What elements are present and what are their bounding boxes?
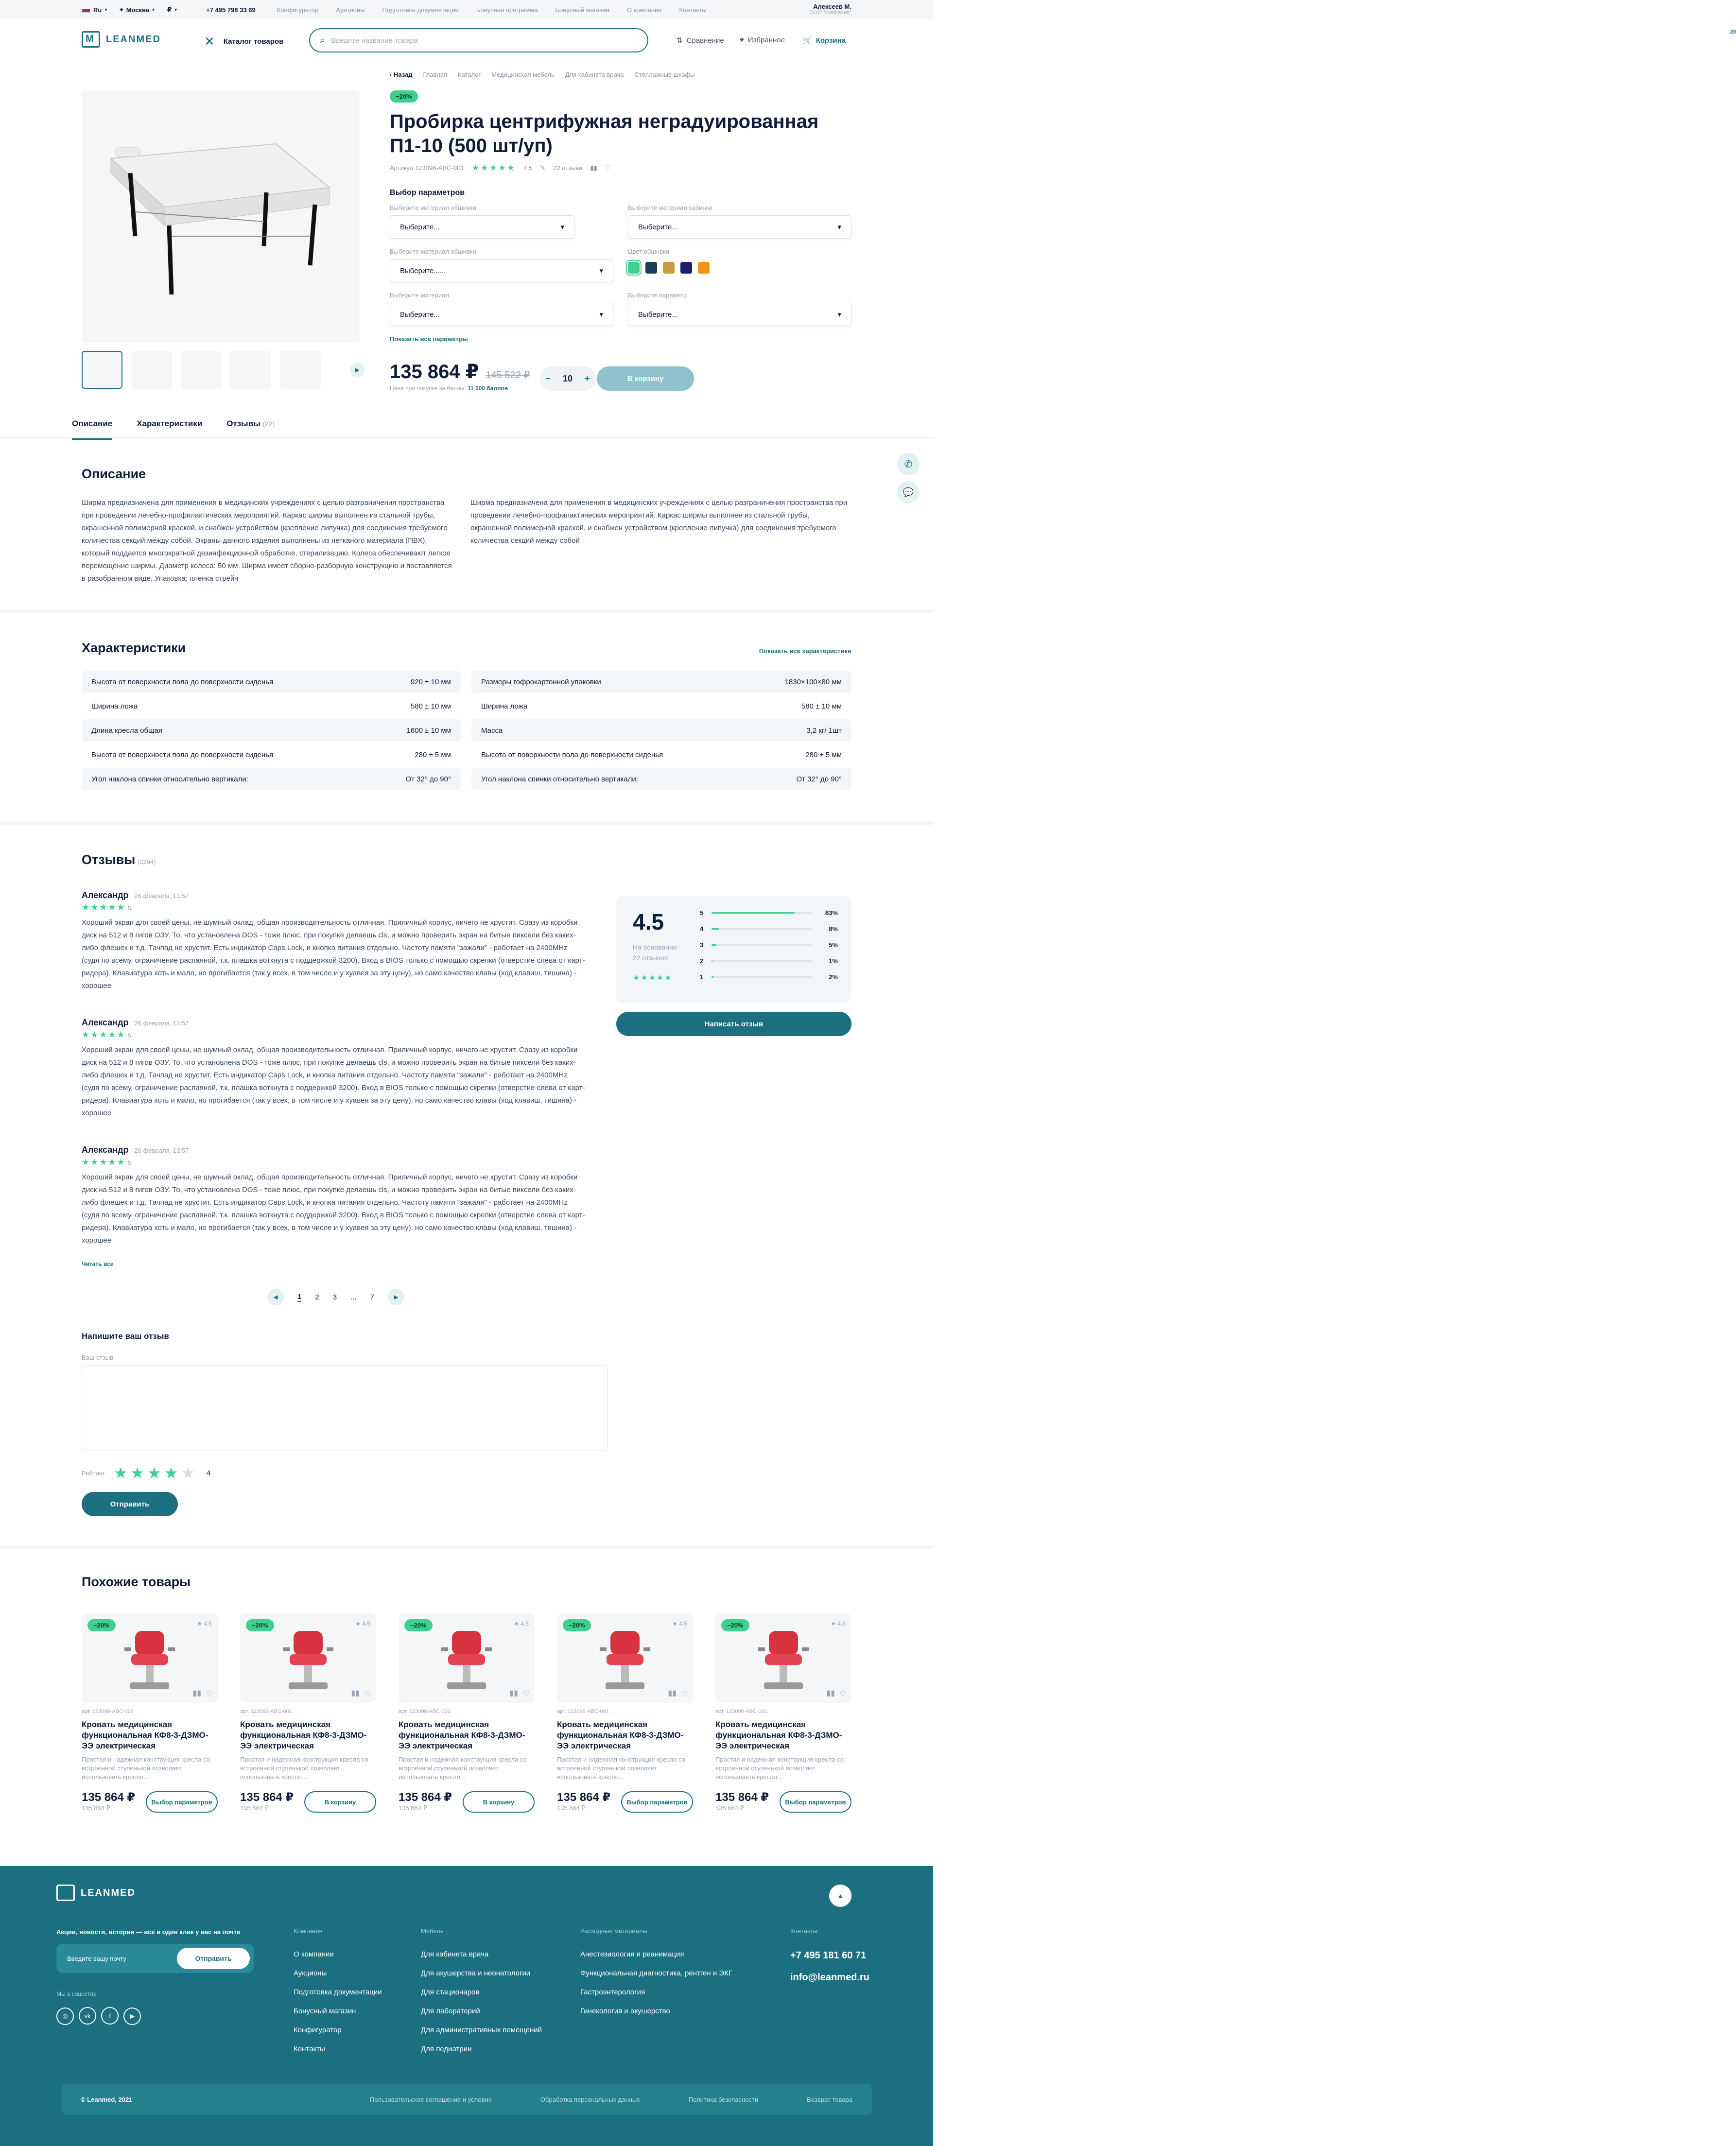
chevron-down-icon: ▾ [174, 7, 177, 13]
card-rating: ★ 4.5 [514, 1620, 529, 1627]
card-rating: ★ 4.5 [672, 1620, 687, 1627]
tab-description[interactable]: Описание [72, 419, 112, 440]
discount-badge: −20% [721, 1619, 749, 1631]
card-action-button[interactable]: В корзину [463, 1791, 535, 1813]
language-select[interactable]: Ru ▾ [82, 6, 107, 14]
top-nav-link[interactable]: Бонусная программа [476, 6, 538, 14]
footer-legal-link[interactable]: Возврат товара [807, 2095, 852, 2103]
top-nav-link[interactable]: Конфигуратор [277, 6, 319, 14]
footer-legal-link[interactable]: Политика безопасности [688, 2095, 759, 2103]
color-swatch[interactable] [663, 262, 675, 274]
footer-link[interactable]: Контакты [294, 2045, 325, 2053]
instagram-icon[interactable]: ◎ [56, 2008, 74, 2025]
card-sku: арт. 123098-ABC-001 [240, 1709, 292, 1714]
param-field: Выберите материал обшивки Выберите... ▾ [390, 204, 574, 239]
subscribe-button[interactable]: Отправить [177, 1948, 250, 1969]
page-ellipsis: ... [350, 1293, 357, 1301]
product-main-image[interactable] [82, 90, 360, 343]
product-tabs [72, 419, 275, 440]
description-title: Описание [82, 467, 146, 481]
footer-link[interactable]: Для лабораторий [421, 2007, 480, 2015]
rating-stars: ★★★★★ [633, 974, 673, 982]
card-description: Простая и надежная конструкция кресла со встроенной ступенькой позволяет использовать кресло... [715, 1756, 844, 1781]
top-nav-link[interactable]: Аукционы [336, 6, 365, 14]
param-field: Выберите материал Выберите... ▾ [390, 292, 613, 326]
card-old-price: 135 864 ₽ [399, 1804, 427, 1812]
heart-icon: ♥ [740, 36, 744, 44]
top-nav-link[interactable]: Контакты [679, 6, 707, 14]
review-rating: ★★★★★ 5 [82, 902, 131, 912]
plus-icon[interactable]: + [584, 373, 590, 383]
thumbnail[interactable] [131, 351, 172, 389]
card-price-row [82, 1790, 218, 1815]
footer-link[interactable]: Гастроэнтерология [580, 1988, 645, 1996]
search-icon: ⌕ [320, 35, 326, 46]
section-divider [0, 1545, 933, 1549]
user-menu[interactable]: Алексеев М. ООО "Компания" [809, 3, 851, 16]
caret-down-icon: ▾ [560, 223, 564, 231]
card-sku: арт. 123098-ABC-001 [82, 1709, 134, 1714]
card-action-button[interactable]: Выбор параметров [780, 1791, 851, 1813]
card-old-price: 135 864 ₽ [240, 1804, 269, 1812]
char-row: Масса 3,2 кг/ 1шт [471, 719, 851, 742]
bonus-line: Цена при покупке за баллы: 11 500 баллов [390, 385, 508, 392]
card-name[interactable]: Кровать медицинская функциональная КФ8-3-ДЗМО-ЭЭ электрическая [82, 1720, 208, 1750]
char-row: Размеры гофрокартонной упаковки 1830×100×80 мм [471, 671, 851, 693]
card-sku: арт. 123098-ABC-001 [557, 1709, 609, 1714]
vk-icon[interactable]: vk [79, 2007, 96, 2025]
review-rating: ★★★★★ 5 [82, 1157, 131, 1167]
rating-bar-row [700, 905, 838, 921]
close-icon: ✕ [204, 34, 215, 49]
social-label: Мы в соцсетях [56, 1990, 96, 1997]
divider [0, 437, 933, 438]
footer-phone[interactable]: +7 495 181 60 71 [790, 1950, 867, 1961]
breadcrumb-link[interactable]: Каталог [458, 71, 481, 78]
prev-page-icon[interactable]: ◀ [267, 1289, 284, 1305]
param-field: Выберите материал обшивки Выберите...... ▾ [390, 248, 613, 282]
card-price: 135 864 ₽ [399, 1791, 452, 1804]
star-icons: ★★★★★ [82, 1030, 126, 1039]
medical-chair-image [596, 1626, 654, 1694]
breadcrumb [390, 71, 695, 78]
cart-count: 20 [1730, 29, 1736, 35]
next-page-icon[interactable]: ▶ [388, 1289, 404, 1305]
bar-star: 4 [700, 925, 704, 933]
description-text: Ширма предназначена для применения в медицинских учреждениях с целью разграничения пространства при проведении лечебно-профилактических мероприятий. Каркас ширмы выполнен из стальной трубы, окрашенной полимерной краской, и снабжен устройством (крепление липучка) для соединения требуемого количества секций между собой [470, 499, 848, 545]
compare-icon[interactable]: ▮▮ [509, 1689, 518, 1697]
medical-chair-image [754, 1626, 813, 1694]
massage-table-image [82, 90, 360, 343]
review-text: Хороший экран для своей цены, не шумный оклад, общая производительность отличная. Приличный корпус, ничего не хрустит. Сразу из коробки диск на 512 и 8 гигов ОЗУ. То, что установлена DOS - тоже плюс, при покупке делаешь cls, и можно проверить экран на битые пиксели без каких-либо флешек и т.д. Тачпад не хрустит. Есть индикатор Caps Lock, и кнопка питания отдельно. Частоту памяти "зажали" - работает на 2400MHz (судя по всему, ограничение распаяной, т.к. плашка воткнута с поддержкой 3200). Вход в BIOS только с помощью скрепки (отверстие слева от карт-ридера). Клавиатура хоть и мало, но прогибается (так у всех, в том числе и у хуавея за эту цену), но само качество клавы (ход клавиш, тишина) - хорошее [82, 1173, 585, 1245]
footer-link[interactable]: Для педиатрии [421, 2045, 472, 2053]
newsletter-form [56, 1944, 254, 1973]
footer-link[interactable]: Функциональная диагностика, рентген и ЭКГ [580, 1969, 733, 1977]
read-all-link[interactable]: Читать все [82, 1261, 114, 1267]
back-link[interactable]: ‹ Назад [390, 71, 413, 78]
breadcrumb-link[interactable]: Для кабинета врача [565, 71, 624, 78]
rating-bar-fill [712, 976, 713, 978]
comments-icon: ✎ [540, 164, 546, 172]
product-card-image[interactable] [399, 1613, 535, 1703]
phone-icon[interactable]: ✆ [897, 453, 920, 475]
write-review-button[interactable]: Написать отзыв [616, 1012, 851, 1036]
caret-down-icon: ▾ [837, 311, 841, 319]
city-select[interactable]: ⌖ Москва ▾ [120, 6, 155, 14]
phone-link[interactable]: +7 495 798 33 69 [206, 6, 256, 14]
thumbnail[interactable] [280, 351, 321, 389]
card-description: Простая и надежная конструкция кресла со встроенной ступенькой позволяет использовать кресло... [557, 1756, 685, 1781]
heart-icon[interactable]: ♡ [681, 1690, 688, 1698]
heart-icon[interactable]: ♡ [522, 1690, 530, 1698]
page-link[interactable]: 2 [315, 1293, 319, 1301]
color-swatch[interactable] [628, 262, 640, 274]
card-sku: арт. 123098-ABC-001 [715, 1709, 767, 1714]
rating-summary [616, 896, 851, 1003]
star-icons: ★★★★★ [82, 902, 126, 912]
reviews-link[interactable]: 22 отзыва [553, 164, 583, 172]
char-row: Высота от поверхности пола до поверхности сиденья 920 ± 10 мм [82, 671, 461, 693]
rating-bar [712, 944, 812, 946]
color-swatch[interactable] [645, 262, 657, 274]
product-card-image[interactable] [240, 1613, 376, 1703]
review-form-title: Напишите ваш отзыв [82, 1332, 169, 1341]
rating-bar-fill [712, 928, 719, 930]
facebook-icon[interactable]: f [101, 2007, 119, 2025]
characteristics-right [471, 671, 851, 792]
rating-bar-row [700, 921, 838, 937]
footer-link[interactable]: Для акушерства и неонатологии [421, 1969, 531, 1977]
flag-icon [82, 7, 90, 13]
cart-link[interactable]: 🛒 Корзина 20 [803, 29, 1736, 45]
card-price-row [399, 1790, 535, 1815]
characteristics-title: Характеристики [82, 640, 186, 655]
rating-bar-fill [712, 912, 795, 914]
reviews-title: Отзывы (2294) [82, 852, 156, 867]
compare-link[interactable]: ⇅ Сравнение [677, 36, 724, 45]
compare-icon[interactable]: ▮▮ [668, 1689, 677, 1697]
breadcrumb-link[interactable]: Стеллажные шкафы [634, 71, 695, 78]
heart-icon[interactable]: ♡ [605, 164, 611, 172]
price: 135 864 ₽ [390, 361, 479, 382]
product-meta: Артикул 123098-ABC-001 ★★★★★ 4.5 ✎ 22 отзыва ▮▮ ♡ [390, 163, 611, 173]
product-card[interactable] [240, 1613, 376, 1815]
char-row: Угол наклона спинки относительно вертикали: От 32° до 90° [82, 768, 461, 790]
char-row: Ширина ложа 580 ± 10 мм [481, 702, 842, 710]
rating-bars [700, 905, 838, 985]
footer-link[interactable]: Анестезиология и реанимация [580, 1950, 684, 1958]
rating-bar-row [700, 969, 838, 985]
search-input[interactable]: ⌕ Введите название товара [309, 28, 648, 52]
card-old-price: 135 864 ₽ [82, 1804, 110, 1812]
logo[interactable]: M LEANMED [82, 31, 161, 48]
youtube-icon[interactable]: ▶ [123, 2008, 141, 2025]
price-block [390, 361, 530, 383]
thumbnail[interactable] [230, 351, 271, 389]
footer-legal-link[interactable]: Обработка персональных данных [540, 2095, 640, 2103]
compare-icon[interactable]: ▮▮ [826, 1689, 835, 1697]
rating-bar [712, 960, 812, 962]
card-rating: ★ 4.5 [355, 1620, 370, 1627]
card-rating: ★ 4.5 [831, 1620, 846, 1627]
section-divider [0, 609, 933, 613]
product-title: Пробирка центрифужная неградуированная П1-10 (500 шт/уп) [390, 111, 819, 156]
discount-badge: −20% [404, 1619, 433, 1631]
param-field: Выберите материал кабинки Выберите... ▾ [628, 204, 851, 239]
submit-review-button[interactable]: Отправить [82, 1492, 178, 1516]
bar-star: 5 [700, 909, 704, 917]
tab-characteristics[interactable]: Характеристики [137, 419, 203, 428]
product-info [390, 90, 851, 197]
param-select[interactable]: Выберите... ▾ [628, 215, 851, 239]
discount-badge: −20% [563, 1619, 591, 1631]
header [0, 19, 1736, 61]
card-price: 135 864 ₽ [82, 1791, 136, 1804]
card-action-button[interactable]: Выбор параметров [146, 1791, 218, 1813]
rating-bar-row [700, 937, 838, 953]
section-divider [0, 821, 933, 825]
rating-bar [712, 976, 812, 978]
newsletter-promo: Акции, новости, история — все в один клик у вас на почте [56, 1928, 241, 1936]
review-author: Александр 26 февраля, 13:57 [82, 1018, 189, 1027]
page-link[interactable]: 7 [370, 1293, 374, 1301]
bar-percent: 8% [829, 925, 838, 933]
email-input[interactable]: Введите вашу почту [67, 1955, 126, 1962]
char-row: Длина кресла общая 1600 ± 10 мм [82, 719, 461, 742]
top-nav [277, 6, 724, 14]
card-price-row [240, 1790, 376, 1815]
param-select[interactable]: Выберите... ▾ [628, 303, 851, 326]
review-text: Хороший экран для своей цены, не шумный оклад, общая производительность отличная. Приличный корпус, ничего не хрустит. Сразу из коробки диск на 512 и 8 гигов ОЗУ. То, что установлена DOS - тоже плюс, при покупке делаешь cls, и можно проверить экран на битые пиксели без каких-либо флешек и т.д. Тачпад не хрустит. Есть индикатор Caps Lock, и кнопка питания отдельно. Частоту памяти "зажали" - работает на 2400MHz (судя по всему, ограничение распаяной, т.к. плашка воткнута с поддержкой 3200). Вход в BIOS только с помощью скрепки (отверстие слева от карт-ридера). Клавиатура хоть и мало, но прогибается (так у всех, в том числе и у хуавея за эту цену), но само качество клавы (ход клавиш, тишина) - хорошее [82, 1046, 585, 1117]
char-row: Высота от поверхности пола до поверхности сиденья 280 ± 5 мм [481, 750, 842, 759]
color-swatches [628, 262, 851, 274]
chevron-down-icon: ▾ [152, 7, 155, 13]
social-links [56, 2007, 146, 2025]
thumbnail[interactable] [82, 351, 122, 389]
char-row: Угол наклона спинки относительно вертикали: От 32° до 90° [471, 768, 851, 790]
top-nav-link[interactable]: Подготовка документации [382, 6, 459, 14]
card-description: Простая и надежная конструкция кресла со встроенной ступенькой позволяет использовать кресло... [82, 1756, 210, 1781]
footer-col-contacts: Контакты +7 495 181 60 71 info@leanmed.ru [790, 1927, 869, 1983]
card-price: 135 864 ₽ [557, 1791, 611, 1804]
char-row: Ширина ложа 580 ± 10 мм [91, 702, 451, 710]
breadcrumb-link[interactable]: Главная [423, 71, 447, 78]
heart-icon[interactable]: ♡ [839, 1690, 847, 1698]
location-icon: ⌖ [120, 6, 123, 13]
review-textarea[interactable] [82, 1366, 608, 1451]
bar-star: 2 [700, 957, 704, 965]
review [82, 890, 587, 992]
caret-down-icon: ▾ [599, 311, 603, 319]
review-rating: ★★★★★ 5 [82, 1030, 131, 1039]
next-arrow-icon[interactable]: ▶ [350, 363, 365, 377]
footer-link[interactable]: Для кабинета врача [421, 1950, 489, 1958]
thumbnail[interactable] [181, 351, 222, 389]
compare-icon[interactable]: ▮▮ [192, 1689, 201, 1697]
old-price: 145 522 ₽ [486, 370, 530, 381]
rating-stars: ★★★★★ [471, 163, 516, 173]
rating-bar [712, 912, 812, 914]
page-link[interactable]: 1 [297, 1292, 302, 1301]
card-old-price: 135 864 ₽ [557, 1804, 586, 1812]
color-swatch[interactable] [680, 262, 692, 274]
caret-down-icon: ▾ [599, 267, 603, 275]
review-author: Александр 26 февраля, 13:57 [82, 890, 189, 900]
show-all-characteristics-link[interactable]: Показать все характеристики [759, 647, 851, 655]
bar-percent: 83% [825, 909, 838, 917]
card-price-row [715, 1790, 851, 1815]
top-bar [0, 0, 933, 19]
footer-link[interactable]: Конфигуратор [294, 2026, 342, 2034]
favorites-link[interactable]: ♥ Избранное [740, 36, 785, 44]
bar-percent: 1% [829, 957, 838, 965]
footer-link[interactable]: Для стационаров [421, 1988, 480, 1996]
cart-icon: 🛒 [803, 36, 812, 45]
catalog-button[interactable]: ✕ Каталог товаров [204, 34, 284, 49]
product-card[interactable] [82, 1613, 218, 1815]
description-text: Ширма предназначена для применения в медицинских учреждениях с целью разграничения пространства при проведении лечебно-профилактических мероприятий. Каркас ширмы выполнен из стальной трубы, окрашенной полимерной краской, и снабжен устройством (крепление липучка) для соединения требуемого количества секций между собой. Экраны данного изделия выполнены из нетканого материала (ПВХ), который поддается многократной дезинфекционной обработке, стерилизацию. Колеса обеспечивают легкое перемещение ширмы. Диаметр колеса: 50 мм. Ширма имеет сборно-разборную конструкцию и поставляется в разобранном виде. Упаковка: пленка стрейч [82, 499, 452, 583]
chat-icon[interactable]: 💬 [897, 481, 920, 503]
color-field: Цвет обшивки [628, 248, 851, 274]
scroll-top-icon[interactable]: ▲ [829, 1885, 851, 1907]
review [82, 1018, 587, 1120]
footer-col-consumables: Расходные материалы Анестезиология и реанимация Функциональная диагностика, рентген и ЭКГ Гастроэнтерология Гинекология и акушерство [580, 1927, 733, 2015]
logo-icon [82, 31, 100, 48]
rating-bar-fill [712, 944, 716, 946]
bar-star: 1 [700, 973, 704, 981]
add-to-cart-button[interactable]: В корзину [597, 366, 694, 391]
card-description: Простая и надежная конструкция кресла со встроенной ступенькой позволяет использовать кресло... [399, 1756, 527, 1781]
medical-chair-image [437, 1626, 496, 1694]
bar-star: 3 [700, 941, 704, 949]
chevron-down-icon: ▾ [104, 7, 107, 13]
footer-legal-link[interactable]: Пользовательское соглашение и условия [370, 2095, 492, 2103]
review-author: Александр 26 февраля, 13:57 [82, 1145, 189, 1155]
param-select[interactable]: Выберите... ▾ [390, 215, 574, 239]
breadcrumb-link[interactable]: Медицинская мебель [491, 71, 555, 78]
footer-link[interactable]: Аукционы [294, 1969, 327, 1977]
params-title: Выбор параметров [390, 189, 465, 197]
footer-bottom: © Leanmed, 2021 Пользовательское соглашение и условия Обработка персональных данных Политика безопасности Возврат товара [61, 2084, 872, 2115]
footer-link[interactable]: Для административных помещений [421, 2026, 542, 2034]
review-text: Хороший экран для своей цены, не шумный оклад, общая производительность отличная. Приличный корпус, ничего не хрустит. Сразу из коробки диск на 512 и 8 гигов ОЗУ. То, что установлена DOS - тоже плюс, при покупке делаешь cls, и можно проверить экран на битые пиксели без каких-либо флешек и т.д. Тачпад не хрустит. Есть индикатор Caps Lock, и кнопка питания отдельно. Частоту памяти "зажали" - работает на 2400MHz (судя по всему, ограничение распаяной, т.к. плашка воткнута с поддержкой 3200). Вход в BIOS только с помощью скрепки (отверстие слева от карт-ридера). Клавиатура хоть и мало, но прогибается (так у всех, в том числе и у хуавея за эту цену), но само качество клавы (ход клавиш, тишина) - хорошее [82, 918, 585, 990]
discount-badge: −20% [390, 90, 418, 103]
color-swatch[interactable] [698, 262, 710, 274]
param-field: Выберите параметр Выберите... ▾ [628, 292, 851, 326]
footer [0, 1866, 933, 2146]
show-all-params-link[interactable]: Показать все параметры [390, 335, 468, 343]
discount-badge: −20% [87, 1619, 116, 1631]
based-on: На основании 22 отзывов [633, 943, 677, 962]
product-card[interactable] [715, 1613, 851, 1815]
product-card[interactable] [557, 1613, 693, 1815]
card-name[interactable]: Кровать медицинская функциональная КФ8-3-ДЗМО-ЭЭ электрическая [399, 1720, 525, 1750]
footer-link[interactable]: Бонусный магазин [294, 2007, 356, 2015]
thumbnail-strip [82, 351, 373, 390]
review-field-label: Ваш отзыв [82, 1354, 114, 1361]
rating-bar [712, 928, 812, 930]
bar-percent: 2% [829, 973, 838, 981]
product-card-image[interactable] [715, 1613, 851, 1703]
card-price-row [557, 1790, 693, 1815]
footer-col-company: Компания О компании Аукционы Подготовка документации Бонусный магазин Конфигуратор Контакты [294, 1927, 382, 2053]
rating-bar-row [700, 953, 838, 969]
footer-link[interactable]: Гинекология и акушерство [580, 2007, 670, 2015]
medical-chair-image [121, 1626, 179, 1694]
review [82, 1145, 587, 1247]
footer-link[interactable]: Подготовка документации [294, 1988, 382, 1996]
card-name[interactable]: Кровать медицинская функциональная КФ8-3-ДЗМО-ЭЭ электрическая [240, 1720, 367, 1750]
card-price: 135 864 ₽ [715, 1791, 769, 1804]
medical-chair-image [279, 1626, 337, 1694]
card-price: 135 864 ₽ [240, 1791, 294, 1804]
similar-title: Похожие товары [82, 1575, 191, 1589]
heart-icon[interactable]: ♡ [364, 1690, 371, 1698]
compare-icon[interactable]: ▮▮ [351, 1689, 360, 1697]
param-select[interactable]: Выберите...... ▾ [390, 259, 613, 282]
compare-icon[interactable]: ▮▮ [590, 164, 597, 172]
average-rating: 4.5 [633, 909, 664, 935]
card-name[interactable]: Кровать медицинская функциональная КФ8-3-ДЗМО-ЭЭ электрическая [557, 1720, 684, 1750]
product-card-image[interactable] [557, 1613, 693, 1703]
rating-input: Рейтинг ★★★★★ 4 [82, 1464, 211, 1482]
footer-col-furniture: Мебель Для кабинета врача Для акушерства и неонатологии Для стационаров Для лабораторий Для административных помещений Для педиатрии [421, 1927, 542, 2053]
product-card[interactable] [399, 1613, 535, 1815]
pagination [267, 1289, 404, 1305]
top-nav-link[interactable]: Бонусный магазин [555, 6, 609, 14]
footer-logo[interactable]: M LEANMED [56, 1885, 136, 1901]
heart-icon[interactable]: ♡ [206, 1690, 213, 1698]
page-link[interactable]: 3 [332, 1293, 337, 1301]
product-card-image[interactable] [82, 1613, 218, 1703]
bar-percent: 5% [829, 941, 838, 949]
card-rating: ★ 4.5 [197, 1620, 212, 1627]
characteristics-left [82, 671, 461, 792]
footer-email[interactable]: info@leanmed.ru [790, 1972, 869, 1983]
currency-select[interactable]: ₽ ▾ [167, 6, 177, 13]
char-row: Высота от поверхности пола до поверхности сиденья 280 ± 5 мм [91, 750, 451, 759]
compare-icon: ⇅ [677, 36, 683, 45]
card-action-button[interactable]: В корзину [304, 1791, 376, 1813]
minus-icon[interactable]: − [545, 373, 551, 383]
star-icons: ★★★★★ [82, 1157, 126, 1167]
footer-link[interactable]: О компании [294, 1950, 334, 1958]
card-name[interactable]: Кровать медицинская функциональная КФ8-3-ДЗМО-ЭЭ электрическая [715, 1720, 842, 1750]
card-sku: арт. 123098-ABC-001 [399, 1709, 451, 1714]
caret-down-icon: ▾ [837, 223, 841, 231]
star-rating-input[interactable]: ★★★★★ [113, 1464, 198, 1482]
card-description: Простая и надежная конструкция кресла со встроенной ступенькой позволяет использовать кресло... [240, 1756, 368, 1781]
top-nav-link[interactable]: О компании [626, 6, 662, 14]
tab-reviews[interactable]: Отзывы (22) [226, 419, 275, 428]
card-old-price: 135 864 ₽ [715, 1804, 744, 1812]
quantity-stepper[interactable]: − 10 + [539, 366, 596, 391]
discount-badge: −20% [246, 1619, 274, 1631]
logo-icon [56, 1885, 75, 1901]
param-select[interactable]: Выберите... ▾ [390, 303, 613, 326]
card-action-button[interactable]: Выбор параметров [621, 1791, 693, 1813]
